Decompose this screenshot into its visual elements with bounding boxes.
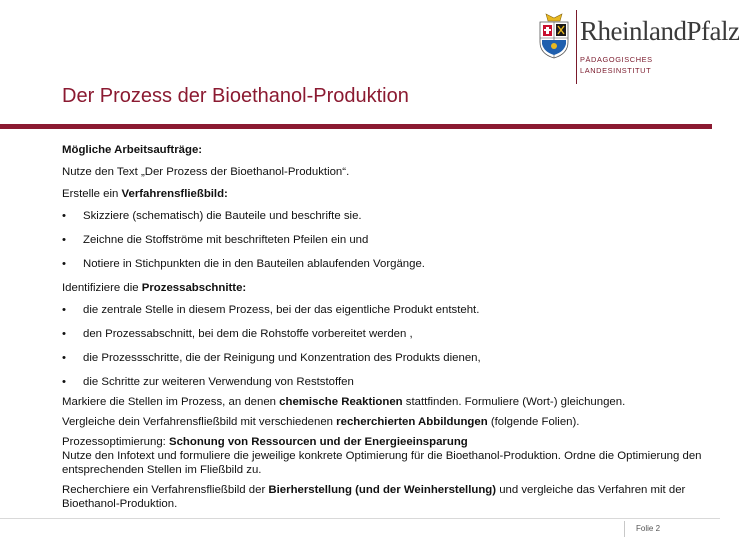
- list-item: [62, 233, 702, 247]
- list-item-text: den Prozessabschnitt, bei dem die Rohstoffe vorbereitet werden ,: [83, 328, 413, 340]
- optimization-instruction: [62, 435, 702, 477]
- compare-instruction: [62, 415, 702, 429]
- institute-line-1: PÄDAGOGISCHES: [580, 55, 653, 64]
- bullet-icon: •: [62, 258, 66, 270]
- research-text-a: Recherchiere ein Verfahrensfließbild der: [62, 484, 269, 496]
- research-text-b: und vergleiche das Verfahren mit der Bioethanol-Produktion.: [62, 484, 686, 510]
- list-item: [62, 209, 702, 223]
- list-item: [62, 303, 702, 317]
- bullet-icon: •: [62, 234, 66, 246]
- flow-intro-text: Erstelle ein: [62, 188, 122, 200]
- sections-intro-bold: Prozessabschnitte:: [141, 282, 247, 294]
- compare-text-b: (folgende Folien).: [487, 416, 580, 428]
- reactions-text-a: Markiere die Stellen im Prozess, an denen: [62, 396, 280, 408]
- footer-divider: [0, 518, 720, 519]
- list-item-text: die Prozessschritte, die der Reinigung und Konzentration des Produkts dienen,: [83, 352, 481, 364]
- tasks-heading: [62, 143, 702, 157]
- bullet-icon: •: [62, 376, 66, 388]
- slide-title: Der Prozess der Bioethanol-Produktion: [62, 85, 409, 107]
- footer-separator: [624, 521, 625, 537]
- institute-line-2: LANDESINSTITUT: [580, 66, 652, 75]
- title-underline: [0, 124, 712, 129]
- compare-bold: recherchierten Abbildungen: [336, 416, 488, 428]
- logo-wordmark: RheinlandPfalz: [580, 16, 739, 46]
- list-item-text: die Schritte zur weiteren Verwendung von Reststoffen: [83, 376, 354, 388]
- coat-of-arms-icon: [536, 12, 572, 60]
- logo-divider: [576, 10, 577, 84]
- list-item-text: Notiere in Stichpunkten die in den Bauteilen ablaufenden Vorgänge.: [83, 258, 425, 270]
- sections-bullet-list: [62, 303, 702, 389]
- reactions-text-b: stattfinden. Formuliere (Wort-) gleichungen.: [402, 396, 626, 408]
- list-item-text: Zeichne die Stoffströme mit beschrifteten Pfeilen ein und: [83, 234, 369, 246]
- list-item: [62, 375, 702, 389]
- process-sections-intro: [62, 281, 702, 295]
- flow-diagram-intro: [62, 187, 702, 201]
- bullet-icon: •: [62, 328, 66, 340]
- research-instruction: [62, 483, 702, 511]
- flow-intro-bold: Verfahrensfließbild:: [121, 188, 228, 200]
- institute-name: [580, 54, 660, 76]
- tasks-heading-text: Mögliche Arbeitsaufträge:: [62, 144, 203, 156]
- compare-text-a: Vergleiche dein Verfahrensfließbild mit verschiedenen: [62, 416, 337, 428]
- list-item: [62, 351, 702, 365]
- list-item-text: die zentrale Stelle in diesem Prozess, bei der das eigentliche Produkt entsteht.: [83, 304, 480, 316]
- optim-text-a: Prozessoptimierung:: [62, 436, 169, 448]
- read-text-instruction: Nutze den Text „Der Prozess der Bioethanol-Produktion“.: [62, 166, 350, 178]
- reactions-instruction: [62, 395, 702, 409]
- optim-bold: Schonung von Ressourcen und der Energieeinsparung: [169, 436, 468, 448]
- bullet-icon: •: [62, 352, 66, 364]
- bullet-icon: •: [62, 304, 66, 316]
- sections-intro-text: Identifiziere die: [62, 282, 142, 294]
- flow-bullet-list: [62, 209, 702, 271]
- rheinland-pfalz-logo: [536, 10, 739, 84]
- list-item-text: Skizziere (schematisch) die Bauteile und beschrifte sie.: [83, 210, 362, 222]
- slide-body: [62, 143, 702, 517]
- research-bold: Bierherstellung (und der Weinherstellung): [268, 484, 497, 496]
- page-number: Folie 2: [636, 524, 661, 533]
- reactions-bold: chemische Reaktionen: [279, 396, 403, 408]
- list-item: [62, 327, 702, 341]
- bullet-icon: •: [62, 210, 66, 222]
- list-item: [62, 257, 702, 271]
- optim-text-b: Nutze den Infotext und formuliere die jeweilige konkrete Optimierung für die Bioethanol-Produktion. Ordne die Optimierung den entsprechenden Stellen im Fließbild zu.: [62, 450, 702, 476]
